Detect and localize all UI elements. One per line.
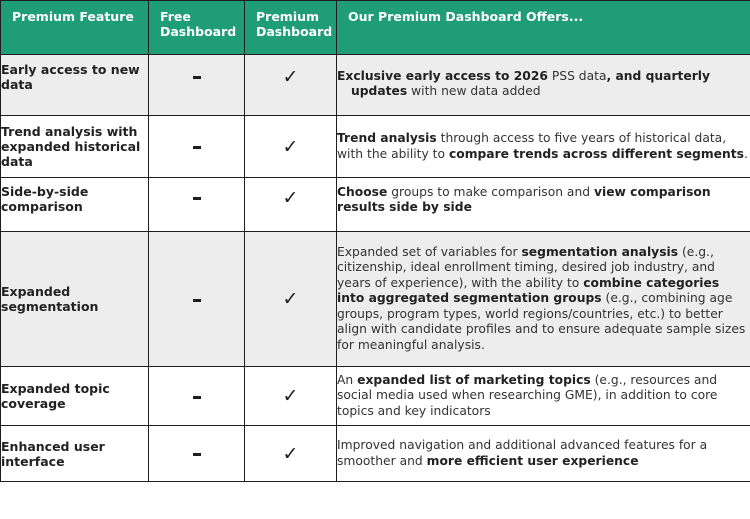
emphasis-text: updates — [351, 84, 408, 99]
table-row — [1, 116, 750, 178]
checkmark-icon: ✓ — [282, 288, 299, 310]
description-text: . — [743, 146, 748, 161]
premium-cell — [245, 178, 337, 232]
description-text: (e.g., citizenship, ideal enrollment timing, desired job industry, and years of experience), with the ability to — [337, 245, 715, 290]
description-text: PSS data — [547, 69, 607, 83]
free-cell — [149, 116, 245, 178]
checkmark-icon: ✓ — [282, 135, 299, 158]
table-header-row — [1, 1, 750, 55]
description-line — [337, 84, 750, 99]
checkmark-icon: ✓ — [282, 66, 299, 88]
table-row — [1, 367, 750, 426]
header-premium-dashboard: Premium Dashboard — [245, 1, 337, 55]
premium-cell — [245, 55, 337, 116]
dash-icon — [193, 197, 201, 200]
header-free-dashboard: Free Dashboard — [149, 1, 245, 55]
table-row — [1, 178, 750, 232]
checkmark-icon: ✓ — [282, 442, 299, 465]
description-cell — [337, 367, 750, 426]
free-cell — [149, 367, 245, 426]
emphasis-text: combine categories into aggregated segmentation groups — [337, 275, 720, 306]
free-cell — [149, 178, 245, 232]
description-cell — [337, 116, 750, 178]
emphasis-text: Choose — [337, 185, 388, 199]
feature-cell: Expanded segmentation — [1, 232, 149, 367]
feature-cell: Early access to new data — [1, 55, 149, 116]
free-cell — [149, 55, 245, 116]
emphasis-text: Trend analysis — [337, 131, 437, 146]
emphasis-text: , and quarterly — [606, 69, 711, 83]
feature-cell: Side-by-side comparison — [1, 178, 149, 232]
description-text: groups to make comparison and — [387, 185, 594, 199]
description-cell — [337, 178, 750, 232]
header-offers: Our Premium Dashboard Offers... — [337, 1, 750, 55]
description-cell — [337, 426, 750, 482]
emphasis-text: compare trends across different segments — [448, 146, 744, 161]
dash-icon — [193, 396, 201, 399]
free-cell — [149, 426, 245, 482]
description-text: An — [337, 372, 358, 387]
feature-cell: Trend analysis with expanded historical data — [1, 116, 149, 178]
premium-cell — [245, 367, 337, 426]
dash-icon — [193, 299, 201, 302]
emphasis-text: expanded list of marketing topics — [357, 372, 591, 387]
checkmark-icon: ✓ — [282, 187, 299, 209]
description-cell — [337, 232, 750, 367]
description-text: (e.g., resources and social media used when researching GME), in addition to core topics and key indicators — [337, 372, 718, 418]
description-cell — [337, 55, 750, 116]
premium-cell — [245, 426, 337, 482]
description-text: (e.g., combining age groups, program types, world regions/countries, etc.) to better align with candidate profiles and to ensure adequate sample sizes for meaningful analysis. — [337, 291, 746, 352]
emphasis-text: Exclusive early access to 2026 — [337, 69, 548, 83]
description-text: with new data added — [407, 84, 541, 99]
dash-icon — [193, 76, 201, 79]
feature-cell: Expanded topic coverage — [1, 367, 149, 426]
header-premium-feature: Premium Feature — [1, 1, 149, 55]
premium-cell — [245, 116, 337, 178]
table-row — [1, 426, 750, 482]
emphasis-text: view comparison results side by side — [337, 185, 711, 215]
dash-icon — [193, 146, 201, 149]
checkmark-icon: ✓ — [282, 385, 299, 407]
feature-cell: Enhanced user interface — [1, 426, 149, 482]
emphasis-text: segmentation analysis — [521, 245, 679, 260]
emphasis-text: more efficient user experience — [426, 453, 639, 468]
table-row — [1, 232, 750, 367]
description-text: through access to five years of historical data, with the ability to — [337, 131, 727, 161]
free-cell — [149, 232, 245, 367]
description-text: Improved navigation and additional advanced features for a smoother and — [337, 438, 708, 468]
table-row — [1, 55, 750, 116]
description-line — [337, 69, 750, 84]
premium-cell — [245, 232, 337, 367]
dash-icon — [193, 453, 201, 456]
description-text: Expanded set of variables for — [337, 245, 522, 260]
